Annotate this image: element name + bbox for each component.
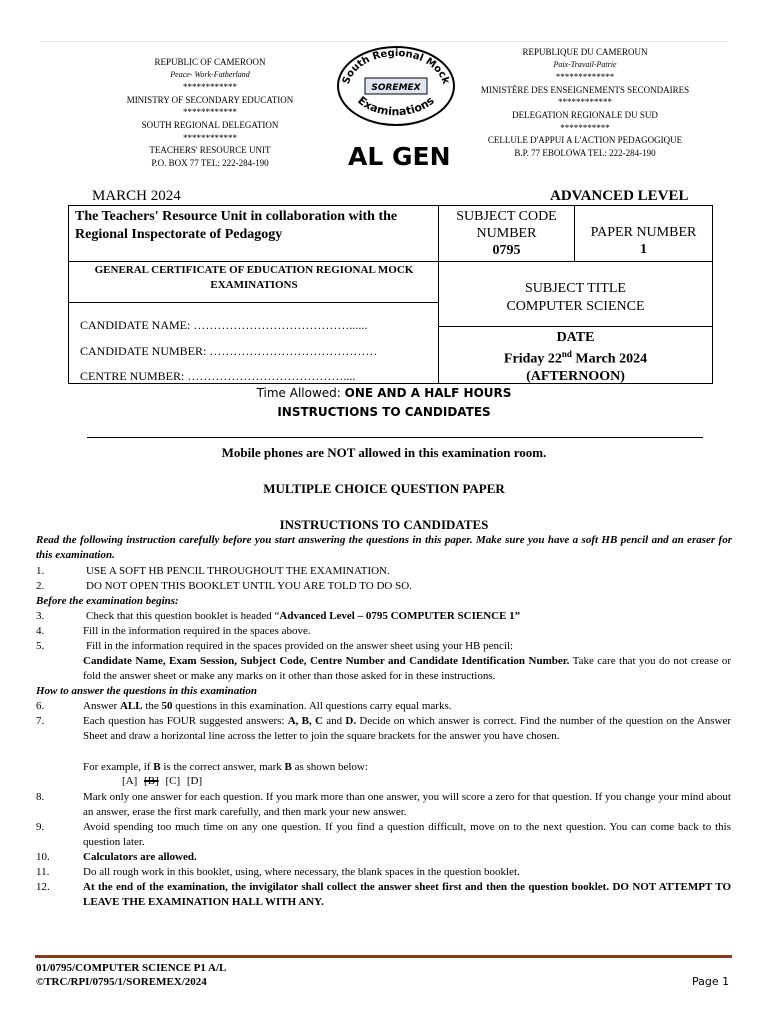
date-label: DATE <box>556 330 595 345</box>
gce-text: GENERAL CERTIFICATE OF EDUCATION REGIONAL MOCK EXAMINATIONS <box>94 264 414 291</box>
header-left <box>105 56 315 169</box>
candidate-number-field[interactable]: CANDIDATE NUMBER: …………………………………… <box>80 344 378 358</box>
unit-en: TEACHERS' RESOURCE UNIT <box>149 145 271 156</box>
centre-number-field[interactable]: CENTRE NUMBER: ………………………………….... <box>80 369 356 383</box>
contact-fr: B.P. 77 EBOLOWA TEL: 222-284-190 <box>514 147 656 158</box>
top-rule <box>40 41 728 42</box>
option-d: [D] <box>186 775 203 787</box>
paper-number: 1 <box>640 242 647 257</box>
how-heading: How to answer the questions in this examination <box>36 685 257 697</box>
instruction-5: 5. Fill in the information required in the spaces provided on the answer sheet using your HB pencil: Candidate Name, Exam Session, Subject Code, Centre Number and Candidate Identification Number. Take care that you do not crease or fold the answer sheet or make any marks on it other than those asked for in these instructions. <box>36 640 731 683</box>
candidate-name-field[interactable]: CANDIDATE NAME: …………………………………...... <box>80 318 368 332</box>
ministry-en: MINISTRY OF SECONDARY EDUCATION <box>126 94 294 105</box>
logo-arc-text: South Regional Mock <box>340 47 452 86</box>
subject-title: COMPUTER SCIENCE <box>506 299 645 314</box>
ministry-fr: MINISTÈRE DES ENSEIGNEMENTS SECONDAIRES <box>480 84 690 95</box>
time-allowed: Time Allowed: ONE AND A HALF HOURS <box>256 386 512 400</box>
option-a: [A] <box>122 775 138 787</box>
intro-text: Read the following instruction carefully before you start answering the questions in this paper. Make sure you have a soft HB pencil and an eraser for this examination. <box>36 534 732 562</box>
footer-line1: 01/0795/COMPUTER SCIENCE P1 A/L <box>36 962 227 974</box>
page-number: Page 1 <box>692 975 730 988</box>
instruction-9: 9. Avoid spending too much time on any one question. If you find a question difficult, move on to the next question. You can come back to this question later. <box>36 821 731 849</box>
paper-number-cell <box>574 205 713 262</box>
candidate-cell <box>68 302 439 384</box>
footer-line2: ©TRC/RPI/0795/1/SOREMEX/2024 <box>36 976 207 988</box>
footer-code <box>36 961 226 989</box>
instructions-heading-top: INSTRUCTIONS TO CANDIDATES <box>277 405 491 419</box>
instruction-3: 3. Check that this question booklet is headed “Advanced Level – 0795 COMPUTER SCIENCE 1” <box>36 610 521 622</box>
stars: ************* <box>555 72 615 83</box>
date-value: Friday 22nd March 2024 <box>503 349 648 367</box>
stars: ************ <box>558 97 612 108</box>
paper-type: MULTIPLE CHOICE QUESTION PAPER <box>263 481 505 496</box>
divider <box>87 437 703 438</box>
mobile-notice: Mobile phones are NOT allowed in this examination room. <box>221 445 547 460</box>
instruction-6: 6. Answer ALL the 50 questions in this examination. All questions carry equal marks. <box>36 700 452 712</box>
soremex-logo <box>334 44 458 128</box>
instructions-heading: INSTRUCTIONS TO CANDIDATES <box>279 517 489 532</box>
delegation-fr: DELEGATION REGIONALE DU SUD <box>512 109 658 120</box>
delegation-en: SOUTH REGIONAL DELEGATION <box>141 119 279 130</box>
collab-text: The Teachers' Resource Unit in collaboration with the Regional Inspectorate of Pedagogy <box>75 209 398 242</box>
session: (AFTERNOON) <box>526 368 625 384</box>
before-heading: Before the examination begins: <box>36 595 179 607</box>
instruction-11: 11. Do all rough work in this booklet, using, where necessary, the blank spaces in the question booklet. <box>36 866 520 878</box>
option-c: [C] <box>165 775 181 787</box>
al-gen-title: AL GEN <box>348 142 451 171</box>
contact-en: P.O. BOX 77 TEL: 222-284-190 <box>151 157 269 168</box>
exam-month: MARCH 2024 <box>92 188 181 204</box>
stars: ************ <box>183 132 237 143</box>
stars: ************ <box>183 107 237 118</box>
logo-box-text: SOREMEX <box>371 83 421 93</box>
exam-level: ADVANCED LEVEL <box>550 188 689 204</box>
stars: ************ <box>183 82 237 93</box>
gce-cell <box>68 261 439 303</box>
subject-title-cell <box>438 261 713 327</box>
motto-fr: Paix-Travail-Patrie <box>553 59 617 69</box>
country-fr: REPUBLIQUE DU CAMEROUN <box>522 47 648 57</box>
instruction-7: 7. Each question has FOUR suggested answers: A, B, C and D. Decide on which answer is correct. Find the number of the question on the Answer Sheet and draw a horizontal line across the letter to join the square brackets for the answer you have chosen. <box>36 715 731 743</box>
paper-number-label: PAPER NUMBER <box>590 225 697 240</box>
instruction-12: 12. At the end of the examination, the invigilator shall collect the answer sheet first and then the question booklet. DO NOT ATTEMPT TO LEAVE THE EXAMINATION HALL WITH ANY. <box>36 881 731 909</box>
subject-title-label: SUBJECT TITLE <box>525 281 626 296</box>
subject-code: 0795 <box>492 243 521 258</box>
instruction-10: 10. Calculators are allowed. <box>36 851 197 863</box>
logo-graphic <box>334 44 458 128</box>
instruction-4: 4. Fill in the information required in the spaces above. <box>36 625 311 637</box>
unit-fr: CELLULE D'APPUI A L'ACTION PEDAGOGIQUE <box>487 135 683 146</box>
instruction-8: 8. Mark only one answer for each question. If you mark more than one answer, you will score a zero for that question. If you change your mind about an answer, erase the first mark carefully, and then mark your new answer. <box>36 791 731 819</box>
collab-cell <box>68 205 439 262</box>
logo-bottom-text: Examinations <box>355 93 437 119</box>
stars: *********** <box>560 122 610 133</box>
header-right <box>460 46 710 159</box>
motto-en: Peace- Work-Fatherland <box>170 69 250 79</box>
subject-code-cell <box>438 205 575 262</box>
example-text: For example, if B is the correct answer, mark B as shown below: <box>83 761 368 773</box>
country-en: REPUBLIC OF CAMEROON <box>154 57 266 67</box>
subject-code-label: SUBJECT CODE NUMBER <box>456 209 557 241</box>
footer-rule <box>35 955 732 958</box>
instruction-1: 1. USE A SOFT HB PENCIL THROUGHOUT THE EXAMINATION. <box>36 565 390 577</box>
instruction-2: 2. DO NOT OPEN THIS BOOKLET UNTIL YOU ARE TOLD TO DO SO. <box>36 580 412 592</box>
date-cell <box>438 326 713 384</box>
example-marks <box>122 774 202 789</box>
option-b-marked: [B] <box>144 775 159 787</box>
